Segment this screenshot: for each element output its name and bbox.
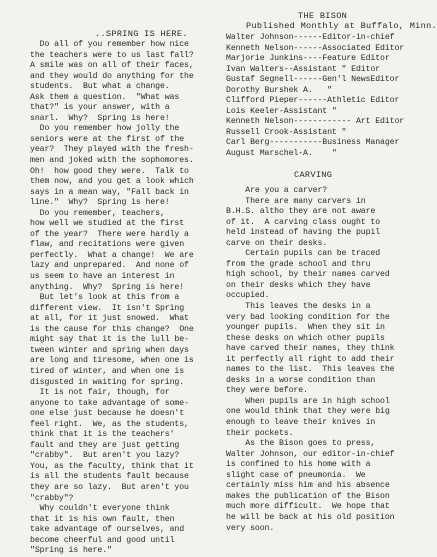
masthead-line: Walter Johnson------Editor-in-chief <box>226 33 395 42</box>
article-text-line: us seem to have an interest in <box>30 272 175 282</box>
article-text-line: tired of winter, and when one is <box>30 366 185 376</box>
article-text-line: "Spring is here." <box>30 546 112 556</box>
spring-article-heading: ..SPRING IS HERE. <box>95 29 188 39</box>
article-text-line: is all the students fault because <box>30 472 189 482</box>
article-text-line: that?" is your answer, with a <box>30 103 170 113</box>
article-text-line: line." Why? Spring is here! <box>30 198 170 208</box>
article-text-line: Do all of you remember how nice <box>30 40 189 49</box>
article-text-line: But let's look at this from a <box>30 293 180 303</box>
article-text-line: carve on their desks. <box>226 238 328 248</box>
article-text-line: occupied. <box>226 291 270 301</box>
article-text-line: their pockets. <box>226 428 294 438</box>
article-text-line: Do you remember how jolly the <box>30 124 180 134</box>
article-text-line: of the year? There were hardly a <box>30 229 189 239</box>
article-text-line: "crabby". But aren't you lazy? <box>30 451 180 461</box>
article-text-line: them now, and you get a look which <box>30 177 194 187</box>
article-text-line: There are many carvers in <box>226 196 366 206</box>
article-text-line: A smile was on all of their faces, <box>30 61 194 71</box>
article-text-line: lazy and unprepared. And none of <box>30 261 189 271</box>
article-text-line: It is not fair, though, for <box>30 388 170 398</box>
article-text-line: feel right. We, as the students, <box>30 419 189 429</box>
article-text-line: flaw, and recitations were given <box>30 240 185 250</box>
article-text-line: of it. A carving class ought to <box>226 217 381 227</box>
article-text-line: might say that it is the lull be- <box>30 335 189 345</box>
carving-heading: CARVING <box>294 170 333 180</box>
masthead-line: Carl Berg-----------Business Manager <box>226 138 400 148</box>
article-text-line: become cheerful and good until <box>30 535 175 545</box>
masthead-line: Dorothy Burshek A. " <box>226 85 332 95</box>
article-text-line: students. But what a change. <box>30 82 170 92</box>
article-text-line: As the Bison goes to press, <box>226 439 376 449</box>
article-text-line: how well we studied at the first <box>30 219 185 229</box>
article-text-line: one else just because he doesn't <box>30 409 185 419</box>
article-text-line: Walter Johnson, our editor-in-chief <box>226 449 395 459</box>
article-text-line: he will be back at his old position <box>226 512 395 522</box>
article-text-line: When pupils are in high school <box>226 396 390 406</box>
masthead-line: Kenneth Nelson------------ Art Editor <box>226 117 405 127</box>
article-text-line: from the grade school and thru <box>226 259 371 269</box>
article-text-line: makes the publication of the Bison <box>226 491 390 501</box>
article-text-line: enough to leave their knives in <box>226 418 376 428</box>
spring-article-body <box>30 40 194 557</box>
article-text-line: desks in a worse condition than <box>226 375 376 385</box>
article-text-line: these desks on which other pupils <box>226 333 385 343</box>
article-text-line: B.H.S. altho they are not aware <box>226 207 376 217</box>
article-text-line: Ask them a question. "What was <box>30 92 180 102</box>
article-text-line: younger pupils. When they sit in <box>226 323 385 333</box>
article-text-line: one would think that they were big <box>226 407 390 417</box>
article-text-line: year? They played with the fresh- <box>30 145 194 155</box>
article-text-line: is the cause for this change? One <box>30 324 194 334</box>
article-text-line: names to the list. This leaves the <box>226 365 395 375</box>
article-text-line: anyone to take advantage of some- <box>30 398 189 408</box>
carving-article-body <box>226 186 394 534</box>
article-text-line: snarl. Why? Spring is here! <box>30 113 170 123</box>
article-text-line: seniors were at the first of the <box>30 134 185 144</box>
article-text-line: at all, for it just snowed. What <box>30 314 189 324</box>
masthead-line: Ivan Walters--Assistant " Editor <box>226 64 381 74</box>
article-text-line: very bad looking condition for the <box>226 312 390 322</box>
article-text-line: slight case of pneumonia. We <box>226 470 366 480</box>
article-text-line: says in a mean way, "Fall back in <box>30 187 189 197</box>
masthead-line: Kenneth Nelson------Associated Editor <box>226 43 405 53</box>
article-text-line: very soon. <box>226 523 275 533</box>
article-text-line: different view. It isn't Spring <box>30 303 185 313</box>
paper-subtitle: Published Monthly at Buffalo, Minn. <box>246 21 437 31</box>
article-text-line: certainly miss him and his absence <box>226 481 390 491</box>
staff-masthead <box>226 33 404 160</box>
article-text-line: the teachers were to us last fall? <box>30 50 194 60</box>
article-text-line: Oh! how good they were. Talk to <box>30 166 189 176</box>
article-text-line: Are you a carver? <box>226 186 328 195</box>
article-text-line: think that it is the teachers' <box>30 430 175 440</box>
article-text-line: "crabby"? <box>30 493 74 503</box>
masthead-line: Lois Keeler-Assistant " <box>226 106 337 116</box>
masthead-line: Gustaf Segnell------Gen'l NewsEditor <box>226 75 400 85</box>
paper-title: THE BISON <box>298 11 348 21</box>
article-text-line: Certain pupils can be traced <box>226 249 381 259</box>
article-text-line: This leaves the desks in a <box>226 302 371 312</box>
article-text-line: perfectly. What a change! We are <box>30 250 194 260</box>
article-text-line: they were before. <box>226 386 308 396</box>
article-text-line: held instead of having the pupil <box>226 228 381 238</box>
article-text-line: on their desks which they have <box>226 280 371 290</box>
masthead-line: Russell Crook-Assistant " <box>226 127 347 137</box>
article-text-line: high school, by their names carved <box>226 270 390 280</box>
article-text-line: You, as the faculty, think that it <box>30 461 194 471</box>
article-text-line: anything. Why? Spring is here! <box>30 282 185 292</box>
article-text-line: is confined to his home with a <box>226 460 371 470</box>
article-text-line: tween winter and spring when days <box>30 345 189 355</box>
article-text-line: men and joked with the sophomores. <box>30 156 194 166</box>
article-text-line: much more difficult. We hope that <box>226 502 390 512</box>
article-text-line: Why couldn't everyone think <box>30 504 170 514</box>
article-text-line: it perfectly all right to add their <box>226 354 395 364</box>
article-text-line: fault and they are just getting <box>30 440 180 450</box>
masthead-line: Clifford Pieper------Athletic Editor <box>226 96 400 106</box>
article-text-line: have carved their names, they think <box>226 344 395 354</box>
masthead-line: August Marschel-A. " <box>226 149 337 159</box>
article-text-line: that it is his own fault, then <box>30 514 175 524</box>
article-text-line: take advantage of ourselves, and <box>30 525 185 535</box>
article-text-line: and they would do anything for the <box>30 71 194 81</box>
article-text-line: they are so lazy. But aren't you <box>30 482 189 492</box>
masthead-line: Marjorie Junkins----Feature Editor <box>226 54 390 64</box>
article-text-line: disgusted in waiting for spring. <box>30 377 185 387</box>
article-text-line: Do you remember, teachers, <box>30 208 165 218</box>
article-text-line: are long and tiresome, when one is <box>30 356 194 366</box>
